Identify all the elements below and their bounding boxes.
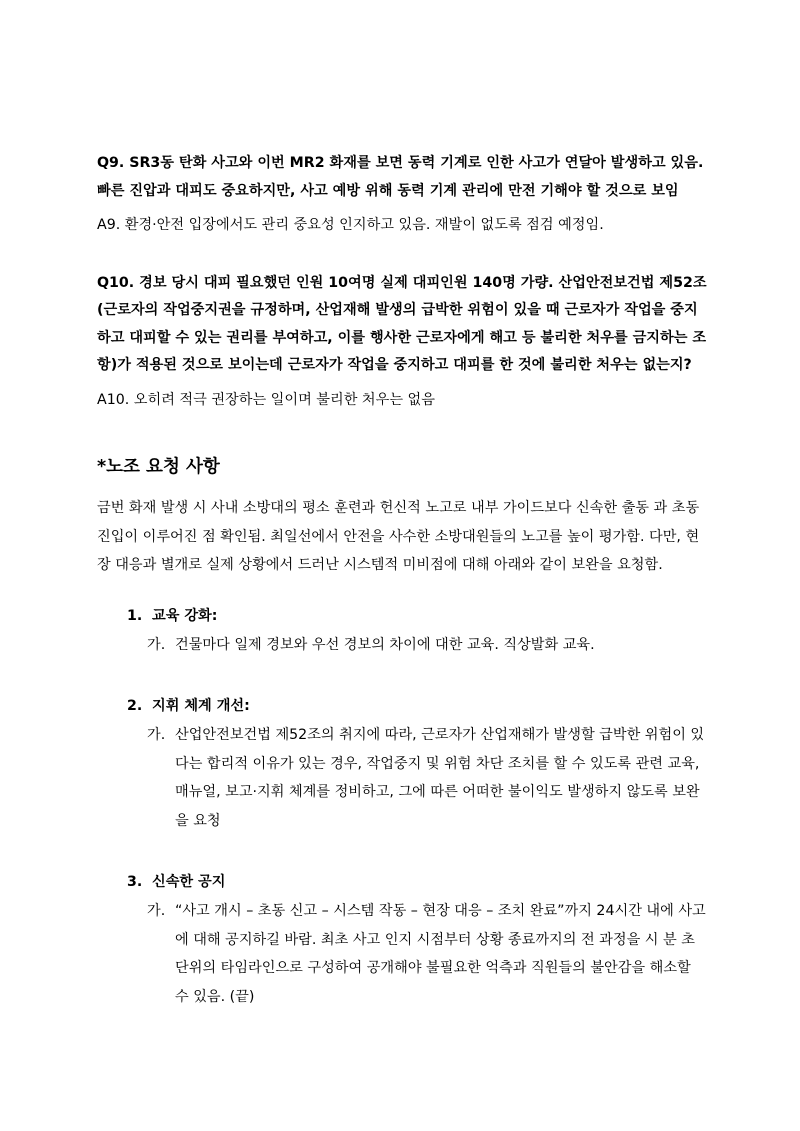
request-item-heading — [127, 693, 707, 719]
subitem-text: 산업안전보건법 제52조의 취지에 따라, 근로자가 산업재해가 발생할 급박한 위험이 있다는 합리적 이유가 있는 경우, 작업중지 및 위험 차단 조치를 할 수 있도록 관련 교육, 매뉴얼, 보고·지휘 체계를 정비하고, 그에 따른 어떠한 불이익도 발생하지 않도록 보완을 요청 — [175, 727, 705, 829]
request-subitem — [147, 721, 707, 835]
request-item-title: 신속한 공지 — [152, 874, 226, 890]
union-requests-intro: 금번 화재 발생 시 사내 소방대의 평소 훈련과 헌신적 노고로 내부 가이드보다 신속한 출동 과 초동 진입이 이루어진 점 확인됨. 최일선에서 안전을 사수한 소방대원들의 노고를 높이 평가함. 다만, 현장 대응과 별개로 실제 상황에서 드러난 시스템적 미비점에 대해 아래와 같이 보완을 요청함. — [97, 500, 700, 573]
subitem-marker: 가. — [147, 903, 166, 919]
request-item-title: 교육 강화: — [152, 607, 218, 624]
answer-a10: A10. 오히려 적극 권장하는 일이며 불리한 처우는 없음 — [97, 391, 435, 408]
question-q9: Q9. SR3동 탄화 사고와 이번 MR2 화재를 보면 동력 기계로 인한 사고가 연달아 발생하고 있음. 빠른 진압과 대피도 중요하지만, 사고 예방 위해 동력 기계 관리에 만전 기해야 할 것으로 보임 — [97, 155, 704, 199]
request-item-prompt-notice — [97, 869, 707, 1011]
request-item-heading — [127, 869, 707, 895]
document-body — [97, 150, 707, 1011]
subitem-marker: 가. — [147, 636, 166, 653]
request-item-title: 지휘 체계 개선: — [152, 698, 250, 714]
question-q10: Q10. 경보 당시 대피 필요했던 인원 10여명 실제 대피인원 140명 가량. 산업안전보건법 제52조(근로자의 작업중지권을 규정하며, 산업재해 발생의 급박한 위험이 있을 때 근로자가 작업을 중지하고 대피할 수 있는 권리를 부여하고, 이를 행사한 근로자에게 해고 등 불리한 처우를 금지하는 조항)가 적용된 것으로 보이는데 근로자가 작업을 중지하고 대피를 한 것에 불리한 처우는 없는지? — [97, 274, 707, 373]
request-subitem — [147, 631, 707, 660]
request-subitem — [147, 897, 707, 1011]
union-requests-title: *노조 요청 사항 — [97, 457, 220, 477]
request-item-heading — [127, 603, 707, 629]
request-item-number: 2. — [127, 698, 143, 714]
subitem-text: 건물마다 일제 경보와 우선 경보의 차이에 대한 교육. 직상발화 교육. — [175, 636, 595, 653]
request-item-number: 1. — [127, 607, 143, 624]
subitem-marker: 가. — [147, 727, 166, 743]
request-item-command-system — [97, 693, 707, 835]
request-item-education — [97, 603, 707, 660]
answer-a9: A9. 환경·안전 입장에서도 관리 중요성 인지하고 있음. 재발이 없도록 점검 예정임. — [97, 217, 604, 233]
request-item-number: 3. — [127, 874, 143, 890]
subitem-text: “사고 개시 – 초동 신고 – 시스템 작동 – 현장 대응 – 조치 완료”까지 24시간 내에 사고에 대해 공지하길 바람. 최초 사고 인지 시점부터 상황 종료까지의 전 과정을 시 분 초 단위의 타임라인으로 구성하여 공개해야 불필요한 억측과 직원들의 불안감을 해소할 수 있음. (끝) — [175, 903, 706, 1005]
